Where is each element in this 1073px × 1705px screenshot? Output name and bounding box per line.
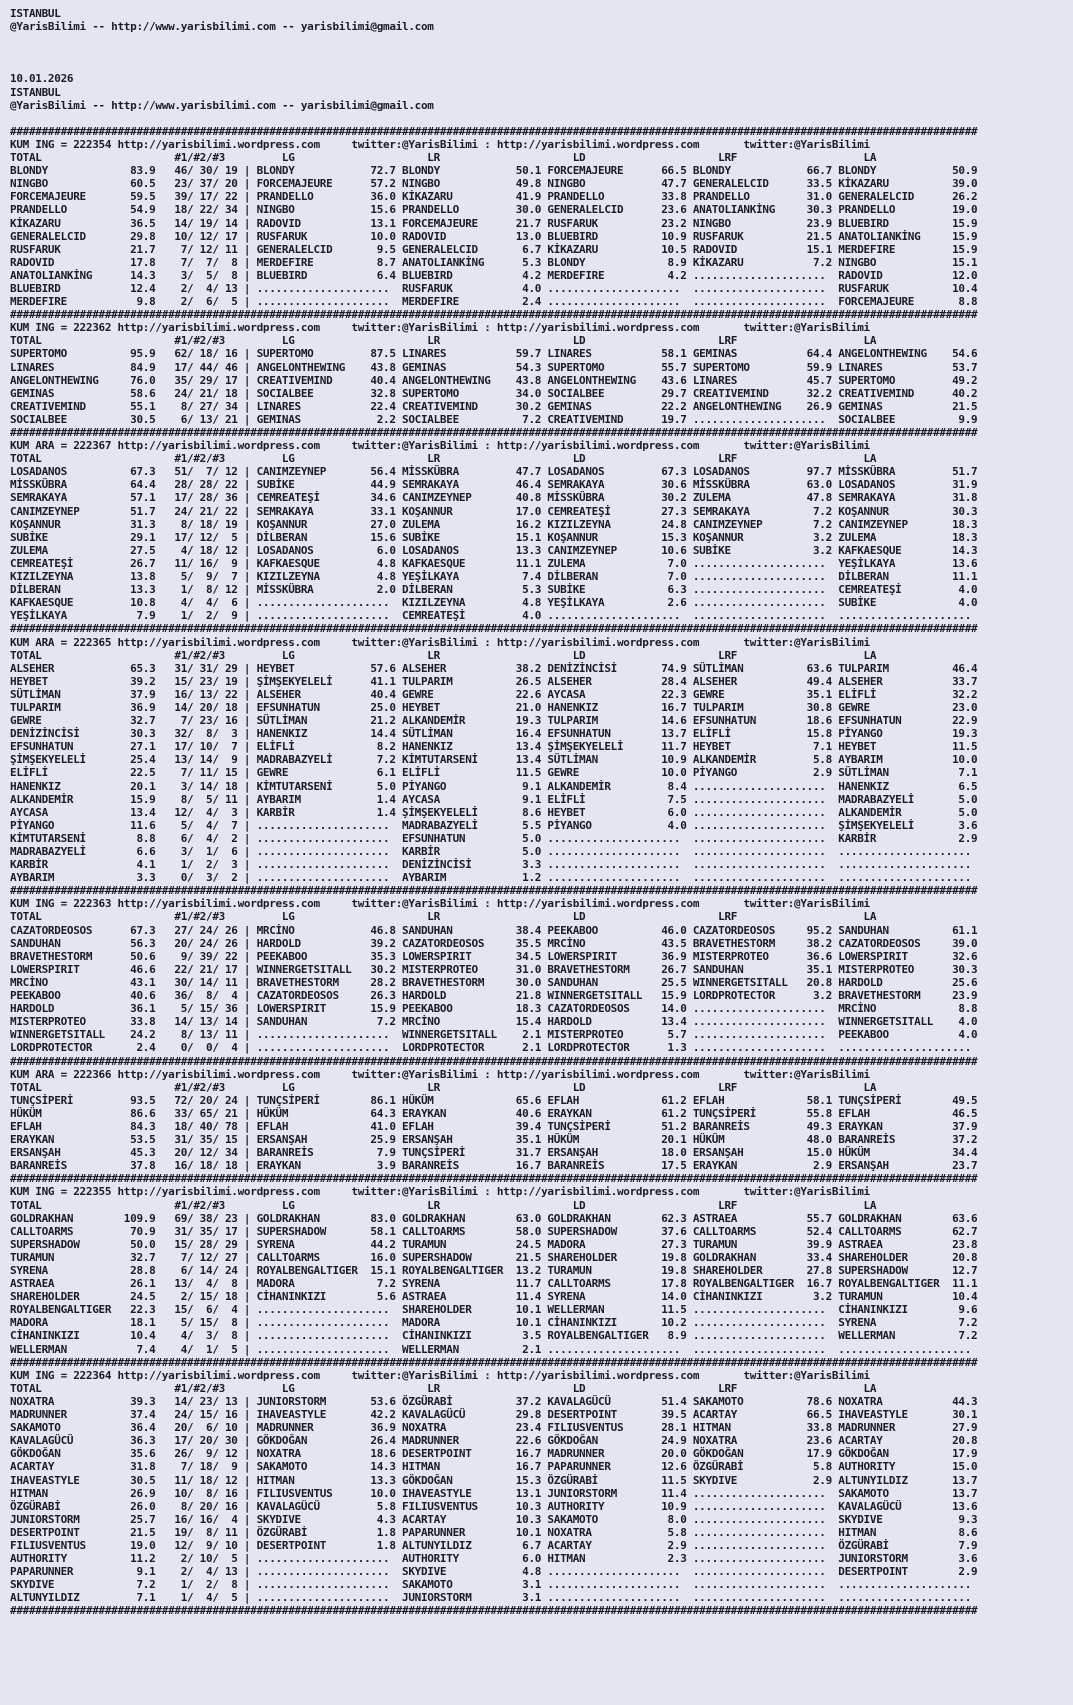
data-row: SUPERTOMO 95.9 62/ 18/ 16 | SUPERTOMO 87.5 LINARES 59.7 LINARES 58.1 GEMINAS 64.4 ANGELONTHEWING 54.6 [10, 347, 978, 361]
data-row: YEŞİLKAYA 7.9 1/ 2/ 9 | ..................... CEMREATEŞİ 4.0 ..................... ..................... ..................... [10, 609, 978, 623]
report-date: 10.01.2026 [10, 72, 74, 86]
data-row: GOLDRAKHAN 109.9 69/ 38/ 23 | GOLDRAKHAN 83.0 GOLDRAKHAN 63.0 GOLDRAKHAN 62.3 ASTRAEA 55.7 GOLDRAKHAN 63.6 [10, 1211, 978, 1225]
data-row: HANENKIZ 20.1 3/ 14/ 18 | KİMTUTARSENİ 5.0 PİYANGO 9.1 ALKANDEMİR 8.4 ..................... HANENKIZ 6.5 [10, 779, 978, 793]
section-separator: ######################################################################################################################################################### [10, 1054, 978, 1068]
data-row: CİHANINKIZI 10.4 4/ 3/ 8 | ..................... CİHANINKIZI 3.5 ROYALBENGALTIGER 8.9 ..................... WELLERMAN 7.2 [10, 1329, 978, 1343]
data-row: GEWRE 32.7 7/ 23/ 16 | SÜTLİMAN 21.2 ALKANDEMİR 19.3 TULPARIM 14.6 EFSUNHATUN 18.6 EFSUNHATUN 22.9 [10, 714, 978, 728]
column-header-row: TOTAL #1/#2/#3 LG LR LD LRF LA [10, 1381, 877, 1395]
data-row: DESERTPOINT 21.5 19/ 8/ 11 | ÖZGÜRABİ 1.8 PAPARUNNER 10.1 NOXATRA 5.8 ..................... HITMAN 8.6 [10, 1525, 978, 1539]
data-row: SUBİKE 29.1 17/ 12/ 5 | DİLBERAN 15.6 SUBİKE 15.1 KOŞANNUR 15.3 KOŞANNUR 3.2 ZULEMA 18.3 [10, 530, 978, 544]
column-header-row: TOTAL #1/#2/#3 LG LR LD LRF LA [10, 648, 877, 662]
section-title: KUM ARA = 222365 http://yarisbilimi.wordpress.com twitter:@YarisBilimi : http://yarisbilimi.wordpress.com twitter:@YarisBilimi [10, 635, 870, 649]
report-body [10, 125, 1073, 1618]
data-row: GEMINAS 58.6 24/ 21/ 18 | SOCIALBEE 32.8 SUPERTOMO 34.0 SOCIALBEE 29.7 CREATIVEMIND 32.2 CREATIVEMIND 40.2 [10, 386, 978, 400]
data-row: FILIUSVENTUS 19.0 12/ 9/ 10 | DESERTPOINT 1.8 ALTUNYILDIZ 6.7 ACARTAY 2.9 ..................... ÖZGÜRABİ 7.9 [10, 1538, 978, 1552]
data-row: GÖKDOĞAN 35.6 26/ 9/ 12 | NOXATRA 18.6 DESERTPOINT 16.7 MADRUNNER 20.0 GÖKDOĞAN 17.9 GÖKDOĞAN 17.9 [10, 1447, 978, 1461]
section-separator: ######################################################################################################################################################### [10, 622, 978, 636]
data-row: IHAVEASTYLE 30.5 11/ 18/ 12 | HITMAN 13.3 GÖKDOĞAN 15.3 ÖZGÜRABİ 11.5 SKYDIVE 2.9 ALTUNYILDIZ 13.7 [10, 1473, 978, 1487]
data-row: JUNIORSTORM 25.7 16/ 16/ 4 | SKYDIVE 4.3 ACARTAY 10.3 SAKAMOTO 8.0 ..................... SKYDIVE 9.3 [10, 1512, 978, 1526]
section-separator: ######################################################################################################################################################### [10, 1172, 978, 1186]
data-row: KİMTUTARSENİ 8.8 6/ 4/ 2 | ..................... EFSUNHATUN 5.0 ..................... ..................... KARBİR 2.9 [10, 831, 978, 845]
data-row: SÜTLİMAN 37.9 16/ 13/ 22 | ALSEHER 40.4 GEWRE 22.6 AYCASA 22.3 GEWRE 35.1 ELİFLİ 32.2 [10, 687, 978, 701]
section-separator: ######################################################################################################################################################### [10, 308, 978, 322]
data-row: PAPARUNNER 9.1 2/ 4/ 13 | ..................... SKYDIVE 4.8 ..................... ..................... DESERTPOINT 2.9 [10, 1565, 978, 1579]
data-row: LORDPROTECTOR 2.4 0/ 0/ 4 | ..................... LORDPROTECTOR 2.1 LORDPROTECTOR 1.3 ..................... ..................... [10, 1041, 978, 1055]
data-row: NINGBO 60.5 23/ 37/ 20 | FORCEMAJEURE 57.2 NINGBO 49.8 NINGBO 47.7 GENERALELCID 33.5 KİKAZARU 39.0 [10, 177, 978, 191]
data-row: MRCİNO 43.1 30/ 14/ 11 | BRAVETHESTORM 28.2 BRAVETHESTORM 30.0 SANDUHAN 25.5 WINNERGETSITALL 20.8 HARDOLD 25.6 [10, 975, 978, 989]
data-row: LOWERSPIRIT 46.6 22/ 21/ 17 | WINNERGETSITALL 30.2 MISTERPROTEO 31.0 BRAVETHESTORM 26.7 SANDUHAN 35.1 MISTERPROTEO 30.3 [10, 962, 978, 976]
section-title: KUM ING = 222363 http://yarisbilimi.wordpress.com twitter:@YarisBilimi : http://yarisbilimi.wordpress.com twitter:@YarisBilimi [10, 897, 870, 911]
data-row: ALSEHER 65.3 31/ 31/ 29 | HEYBET 57.6 ALSEHER 38.2 DENİZİNCİSİ 74.9 SÜTLİMAN 63.6 TULPARIM 46.4 [10, 661, 978, 675]
data-row: NOXATRA 39.3 14/ 23/ 13 | JUNIORSTORM 53.6 ÖZGÜRABİ 37.2 KAVALAGÜCÜ 51.4 SAKAMOTO 78.6 NOXATRA 44.3 [10, 1394, 978, 1408]
header-contact-line: @YarisBilimi -- http://www.yarisbilimi.com -- yarisbilimi@gmail.com [10, 20, 434, 34]
section-separator: ######################################################################################################################################################### [10, 1604, 978, 1618]
data-row: MİSSKÜBRA 64.4 28/ 28/ 22 | SUBİKE 44.9 SEMRAKAYA 46.4 SEMRAKAYA 30.6 MİSSKÜBRA 63.0 LOSADANOS 31.9 [10, 478, 978, 492]
blank-line [10, 112, 1073, 125]
data-row: HARDOLD 36.1 5/ 15/ 36 | LOWERSPIRIT 15.9 PEEKABOO 18.3 CAZATORDEOSOS 14.0 ..................... MRCİNO 8.8 [10, 1002, 978, 1016]
column-header-row: TOTAL #1/#2/#3 LG LR LD LRF LA [10, 1080, 877, 1094]
section-separator: ######################################################################################################################################################### [10, 426, 978, 439]
data-row: SHAREHOLDER 24.5 2/ 15/ 18 | CİHANINKIZI 5.6 ASTRAEA 11.4 SYRENA 14.0 CİHANINKIZI 3.2 TURAMUN 10.4 [10, 1290, 978, 1304]
data-row: PRANDELLO 54.9 18/ 22/ 34 | NINGBO 15.6 PRANDELLO 30.0 GENERALELCID 23.6 ANATOLIANKİNG 30.3 PRANDELLO 19.0 [10, 203, 978, 217]
section-title: KUM ING = 222354 http://yarisbilimi.wordpress.com twitter:@YarisBilimi : http://yarisbilimi.wordpress.com twitter:@YarisBilimi [10, 137, 870, 151]
data-row: HEYBET 39.2 15/ 23/ 19 | ŞİMŞEKYELELİ 41.1 TULPARIM 26.5 ALSEHER 28.4 ALSEHER 49.4 ALSEHER 33.7 [10, 674, 978, 688]
blank-line [10, 59, 1073, 72]
section-title: KUM ING = 222364 http://yarisbilimi.wordpress.com twitter:@YarisBilimi : http://yarisbilimi.wordpress.com twitter:@YarisBilimi [10, 1368, 870, 1382]
section-title: KUM ARA = 222367 http://yarisbilimi.wordpress.com twitter:@YarisBilimi : http://yarisbilimi.wordpress.com twitter:@YarisBilimi [10, 439, 870, 453]
data-row: ASTRAEA 26.1 13/ 4/ 8 | MADORA 7.2 SYRENA 11.7 CALLTOARMS 17.8 ROYALBENGALTIGER 16.7 ROYALBENGALTIGER 11.1 [10, 1277, 978, 1291]
data-row: MERDEFIRE 9.8 2/ 6/ 5 | ..................... MERDEFIRE 2.4 ..................... ..................... FORCEMAJEURE 8.8 [10, 295, 978, 309]
data-row: EFSUNHATUN 27.1 17/ 10/ 7 | ELİFLİ 8.2 HANENKIZ 13.4 ŞİMŞEKYELELİ 11.7 HEYBET 7.1 HEYBET 11.5 [10, 740, 978, 754]
data-row: TULPARIM 36.9 14/ 20/ 18 | EFSUNHATUN 25.0 HEYBET 21.0 HANENKIZ 16.7 TULPARIM 30.8 GEWRE 23.0 [10, 700, 978, 714]
data-row: BRAVETHESTORM 50.6 9/ 39/ 22 | PEEKABOO 35.3 LOWERSPIRIT 34.5 LOWERSPIRIT 36.9 MISTERPROTEO 36.6 LOWERSPIRIT 32.6 [10, 949, 978, 963]
data-row: ÖZGÜRABİ 26.0 8/ 20/ 16 | KAVALAGÜCÜ 5.8 FILIUSVENTUS 10.3 AUTHORITY 10.9 ..................... KAVALAGÜCÜ 13.6 [10, 1499, 978, 1513]
data-row: LINARES 84.9 17/ 44/ 46 | ANGELONTHEWING 43.8 GEMINAS 54.3 SUPERTOMO 55.7 SUPERTOMO 59.9 LINARES 53.7 [10, 360, 978, 374]
data-row: PEEKABOO 40.6 36/ 8/ 4 | CAZATORDEOSOS 26.3 HARDOLD 21.8 WINNERGETSITALL 15.9 LORDPROTECTOR 3.2 BRAVETHESTORM 23.9 [10, 989, 978, 1003]
data-row: HITMAN 26.9 10/ 8/ 16 | FILIUSVENTUS 10.0 IHAVEASTYLE 13.1 JUNIORSTORM 11.4 ..................... SAKAMOTO 13.7 [10, 1486, 978, 1500]
data-row: SKYDIVE 7.2 1/ 2/ 8 | ..................... SAKAMOTO 3.1 ..................... ..................... ..................... [10, 1578, 978, 1592]
data-row: ALKANDEMİR 15.9 8/ 5/ 11 | AYBARIM 1.4 AYCASA 9.1 ELİFLİ 7.5 ..................... MADRABAZYELİ 5.0 [10, 792, 978, 806]
data-row: CREATIVEMIND 55.1 8/ 27/ 34 | LINARES 22.4 CREATIVEMIND 30.2 GEMINAS 22.2 ANGELONTHEWING 26.9 GEMINAS 21.5 [10, 399, 978, 413]
data-row: MADORA 18.1 5/ 15/ 8 | ..................... MADORA 10.1 CİHANINKIZI 10.2 ..................... SYRENA 7.2 [10, 1316, 978, 1330]
data-row: FORCEMAJEURE 59.5 39/ 17/ 22 | PRANDELLO 36.0 KİKAZARU 41.9 PRANDELLO 33.8 PRANDELLO 31.0 GENERALELCID 26.2 [10, 190, 978, 204]
section-separator: ######################################################################################################################################################### [10, 1355, 978, 1369]
data-row: CAZATORDEOSOS 67.3 27/ 24/ 26 | MRCİNO 46.8 SANDUHAN 38.4 PEEKABOO 46.0 CAZATORDEOSOS 95.2 SANDUHAN 61.1 [10, 923, 978, 937]
column-header-row: TOTAL #1/#2/#3 LG LR LD LRF LA [10, 452, 877, 466]
data-row: KOŞANNUR 31.3 8/ 18/ 19 | KOŞANNUR 27.0 ZULEMA 16.2 KIZILZEYNA 24.8 CANIMZEYNEP 7.2 CANIMZEYNEP 18.3 [10, 517, 978, 531]
column-header-row: TOTAL #1/#2/#3 LG LR LD LRF LA [10, 151, 877, 165]
data-row: BARANREİS 37.8 16/ 18/ 18 | ERAYKAN 3.9 BARANREİS 16.7 BARANREİS 17.5 ERAYKAN 2.9 ERSANŞAH 23.7 [10, 1159, 978, 1173]
data-row: SUPERSHADOW 50.0 15/ 28/ 29 | SYRENA 44.2 TURAMUN 24.5 MADORA 27.3 TURAMUN 39.9 ASTRAEA 23.8 [10, 1237, 978, 1251]
section-separator: ######################################################################################################################################################### [10, 884, 978, 898]
data-row: KAFKAESQUE 10.8 4/ 4/ 6 | ..................... KIZILZEYNA 4.8 YEŞİLKAYA 2.6 ..................... SUBİKE 4.0 [10, 596, 978, 610]
data-row: DENİZİNCİSİ 30.3 32/ 8/ 3 | HANENKIZ 14.4 SÜTLİMAN 16.4 EFSUNHATUN 13.7 ELİFLİ 15.8 PİYANGO 19.3 [10, 727, 978, 741]
data-row: RUSFARUK 21.7 7/ 12/ 11 | GENERALELCID 9.5 GENERALELCID 6.7 KİKAZARU 10.5 RADOVID 15.1 MERDEFIRE 15.9 [10, 242, 978, 256]
data-row: PİYANGO 11.6 5/ 4/ 7 | ..................... MADRABAZYELİ 5.5 PİYANGO 4.0 ..................... ŞİMŞEKYELELİ 3.6 [10, 818, 978, 832]
data-row: CALLTOARMS 70.9 31/ 35/ 17 | SUPERSHADOW 58.1 CALLTOARMS 58.0 SUPERSHADOW 37.6 CALLTOARMS 52.4 CALLTOARMS 62.7 [10, 1224, 978, 1238]
data-row: ALTUNYILDIZ 7.1 1/ 4/ 5 | ..................... JUNIORSTORM 3.1 ..................... ..................... ..................... [10, 1591, 978, 1605]
data-row: DİLBERAN 13.3 1/ 8/ 12 | MİSSKÜBRA 2.0 DİLBERAN 5.3 SUBİKE 6.3 ..................... CEMREATEŞİ 4.0 [10, 583, 978, 597]
header-city-repeat: ISTANBUL [10, 85, 61, 99]
data-row: SAKAMOTO 36.4 20/ 6/ 10 | MADRUNNER 36.9 NOXATRA 23.4 FILIUSVENTUS 28.1 HITMAN 33.8 MADRUNNER 27.9 [10, 1421, 978, 1435]
data-row: SEMRAKAYA 57.1 17/ 28/ 36 | CEMREATEŞİ 34.6 CANIMZEYNEP 40.8 MİSSKÜBRA 30.2 ZULEMA 47.8 SEMRAKAYA 31.8 [10, 491, 978, 505]
header-contact-line-repeat: @YarisBilimi -- http://www.yarisbilimi.com -- yarisbilimi@gmail.com [10, 98, 434, 112]
data-row: ANGELONTHEWING 76.0 35/ 29/ 17 | CREATIVEMIND 40.4 ANGELONTHEWING 43.8 ANGELONTHEWING 43.6 LINARES 45.7 SUPERTOMO 49.2 [10, 373, 978, 387]
column-header-row: TOTAL #1/#2/#3 LG LR LD LRF LA [10, 910, 877, 924]
data-row: AYBARIM 3.3 0/ 3/ 2 | ..................... AYBARIM 1.2 ..................... ..................... ..................... [10, 871, 978, 885]
section-separator: ######################################################################################################################################################### [10, 124, 978, 138]
data-row: AUTHORITY 11.2 2/ 10/ 5 | ..................... AUTHORITY 6.0 HITMAN 2.3 ..................... JUNIORSTORM 3.6 [10, 1552, 978, 1566]
section-title: KUM ARA = 222366 http://yarisbilimi.wordpress.com twitter:@YarisBilimi : http://yarisbilimi.wordpress.com twitter:@YarisBilimi [10, 1067, 870, 1081]
data-row: KAVALAGÜCÜ 36.3 17/ 20/ 30 | GÖKDOĞAN 26.4 MADRUNNER 22.6 GÖKDOĞAN 24.9 NOXATRA 23.6 ACARTAY 20.8 [10, 1434, 978, 1448]
data-row: HÜKÜM 86.6 33/ 65/ 21 | HÜKÜM 64.3 ERAYKAN 40.6 ERAYKAN 61.2 TUNÇSİPERİ 55.8 EFLAH 46.5 [10, 1106, 978, 1120]
data-row: AYCASA 13.4 12/ 4/ 3 | KARBİR 1.4 ŞİMŞEKYELELİ 8.6 HEYBET 6.0 ..................... ALKANDEMİR 5.0 [10, 805, 978, 819]
data-row: TUNÇSİPERİ 93.5 72/ 20/ 24 | TUNÇSİPERİ 86.1 HÜKÜM 65.6 EFLAH 61.2 EFLAH 58.1 TUNÇSİPERİ 49.5 [10, 1093, 978, 1107]
data-row: WELLERMAN 7.4 4/ 1/ 5 | ..................... WELLERMAN 2.1 ..................... ..................... ..................... [10, 1342, 978, 1356]
data-row: CANIMZEYNEP 51.7 24/ 21/ 22 | SEMRAKAYA 33.1 KOŞANNUR 17.0 CEMREATEŞİ 27.3 SEMRAKAYA 7.2 KOŞANNUR 30.3 [10, 504, 978, 518]
data-row: ACARTAY 31.8 7/ 18/ 9 | SAKAMOTO 14.3 HITMAN 16.7 PAPARUNNER 12.6 ÖZGÜRABİ 5.8 AUTHORITY 15.0 [10, 1460, 978, 1474]
blank-line [10, 46, 1073, 59]
data-row: LOSADANOS 67.3 51/ 7/ 12 | CANIMZEYNEP 56.4 MİSSKÜBRA 47.7 LOSADANOS 67.3 LOSADANOS 97.7 MİSSKÜBRA 51.7 [10, 465, 978, 479]
data-row: ROYALBENGALTIGER 22.3 15/ 6/ 4 | ..................... SHAREHOLDER 10.1 WELLERMAN 11.5 ..................... CİHANINKIZI 9.6 [10, 1303, 978, 1317]
data-row: ELİFLİ 22.5 7/ 11/ 15 | GEWRE 6.1 ELİFLİ 11.5 GEWRE 10.0 PİYANGO 2.9 SÜTLİMAN 7.1 [10, 766, 978, 780]
data-row: MISTERPROTEO 33.8 14/ 13/ 14 | SANDUHAN 7.2 MRCİNO 15.4 HARDOLD 13.4 ..................... WINNERGETSITALL 4.0 [10, 1015, 978, 1029]
column-header-row: TOTAL #1/#2/#3 LG LR LD LRF LA [10, 1198, 877, 1212]
data-row: RADOVID 17.8 7/ 7/ 8 | MERDEFIRE 8.7 ANATOLIANKİNG 5.3 BLONDY 8.9 KİKAZARU 7.2 NINGBO 15.1 [10, 255, 978, 269]
data-row: SANDUHAN 56.3 20/ 24/ 26 | HARDOLD 39.2 CAZATORDEOSOS 35.5 MRCİNO 43.5 BRAVETHESTORM 38.2 CAZATORDEOSOS 39.0 [10, 936, 978, 950]
data-row: ERSANŞAH 45.3 20/ 12/ 34 | BARANREİS 7.9 TUNÇSİPERİ 31.7 ERSANŞAH 18.0 ERSANŞAH 15.0 HÜKÜM 34.4 [10, 1146, 978, 1160]
data-row: BLONDY 83.9 46/ 30/ 19 | BLONDY 72.7 BLONDY 50.1 FORCEMAJEURE 66.5 BLONDY 66.7 BLONDY 50.9 [10, 164, 978, 178]
blank-line [10, 33, 1073, 46]
data-row: ERAYKAN 53.5 31/ 35/ 15 | ERSANŞAH 25.9 ERSANŞAH 35.1 HÜKÜM 20.1 HÜKÜM 48.0 BARANREİS 37.2 [10, 1133, 978, 1147]
data-row: TURAMUN 32.7 7/ 12/ 27 | CALLTOARMS 16.0 SUPERSHADOW 21.5 SHAREHOLDER 19.8 GOLDRAKHAN 33.4 SHAREHOLDER 20.8 [10, 1250, 978, 1264]
data-row: MADRABAZYELİ 6.6 3/ 1/ 6 | ..................... KARBİR 5.0 ..................... ..................... ..................... [10, 845, 978, 858]
section-title: KUM ING = 222355 http://yarisbilimi.wordpress.com twitter:@YarisBilimi : http://yarisbilimi.wordpress.com twitter:@YarisBilimi [10, 1185, 870, 1199]
data-row: SYRENA 28.8 6/ 14/ 24 | ROYALBENGALTIGER 15.1 ROYALBENGALTIGER 13.2 TURAMUN 19.8 SHAREHOLDER 27.8 SUPERSHADOW 12.7 [10, 1264, 978, 1277]
column-header-row: TOTAL #1/#2/#3 LG LR LD LRF LA [10, 334, 877, 348]
data-row: EFLAH 84.3 18/ 40/ 78 | EFLAH 41.0 EFLAH 39.4 TUNÇSİPERİ 51.2 BARANREİS 49.3 ERAYKAN 37.9 [10, 1119, 978, 1133]
data-row: SOCIALBEE 30.5 6/ 13/ 21 | GEMINAS 2.2 SOCIALBEE 7.2 CREATIVEMIND 19.7 ..................... SOCIALBEE 9.9 [10, 412, 978, 426]
data-row: KARBİR 4.1 1/ 2/ 3 | ..................... DENİZİNCİSİ 3.3 ..................... ..................... ..................... [10, 858, 978, 872]
data-row: MADRUNNER 37.4 24/ 15/ 16 | IHAVEASTYLE 42.2 KAVALAGÜCÜ 29.8 DESERTPOINT 39.5 ACARTAY 66.5 IHAVEASTYLE 30.1 [10, 1408, 978, 1422]
data-row: ANATOLIANKİNG 14.3 3/ 5/ 8 | BLUEBIRD 6.4 BLUEBIRD 4.2 MERDEFIRE 4.2 ..................... RADOVID 12.0 [10, 268, 978, 282]
data-row: GENERALELCID 29.8 10/ 12/ 17 | RUSFARUK 10.0 RADOVID 13.0 BLUEBIRD 10.9 RUSFARUK 21.5 ANATOLIANKİNG 15.9 [10, 229, 978, 243]
data-row: CEMREATEŞİ 26.7 11/ 16/ 9 | KAFKAESQUE 4.8 KAFKAESQUE 11.1 ZULEMA 7.0 ..................... YEŞİLKAYA 13.6 [10, 556, 978, 570]
data-row: KIZILZEYNA 13.8 5/ 9/ 7 | KIZILZEYNA 4.8 YEŞİLKAYA 7.4 DİLBERAN 7.0 ..................... DİLBERAN 11.1 [10, 570, 978, 584]
data-row: BLUEBIRD 12.4 2/ 4/ 13 | ..................... RUSFARUK 4.0 ..................... ..................... RUSFARUK 10.4 [10, 281, 978, 295]
data-row: KİKAZARU 36.5 14/ 19/ 14 | RADOVID 13.1 FORCEMAJEURE 21.7 RUSFARUK 23.2 NINGBO 23.9 BLUEBIRD 15.9 [10, 216, 978, 230]
data-row: ZULEMA 27.5 4/ 18/ 12 | LOSADANOS 6.0 LOSADANOS 13.3 CANIMZEYNEP 10.6 SUBİKE 3.2 KAFKAESQUE 14.3 [10, 543, 978, 557]
header-city: ISTANBUL [10, 7, 61, 20]
data-row: ŞİMŞEKYELELİ 25.4 13/ 14/ 9 | MADRABAZYELİ 7.2 KİMTUTARSENİ 13.4 SÜTLİMAN 10.9 ALKANDEMİR 5.8 AYBARIM 10.0 [10, 753, 978, 767]
section-title: KUM ING = 222362 http://yarisbilimi.wordpress.com twitter:@YarisBilimi : http://yarisbilimi.wordpress.com twitter:@YarisBilimi [10, 321, 870, 335]
data-row: WINNERGETSITALL 24.2 8/ 13/ 11 | ..................... WINNERGETSITALL 2.1 MISTERPROTEO 5.7 ..................... PEEKABOO 4.0 [10, 1028, 978, 1042]
